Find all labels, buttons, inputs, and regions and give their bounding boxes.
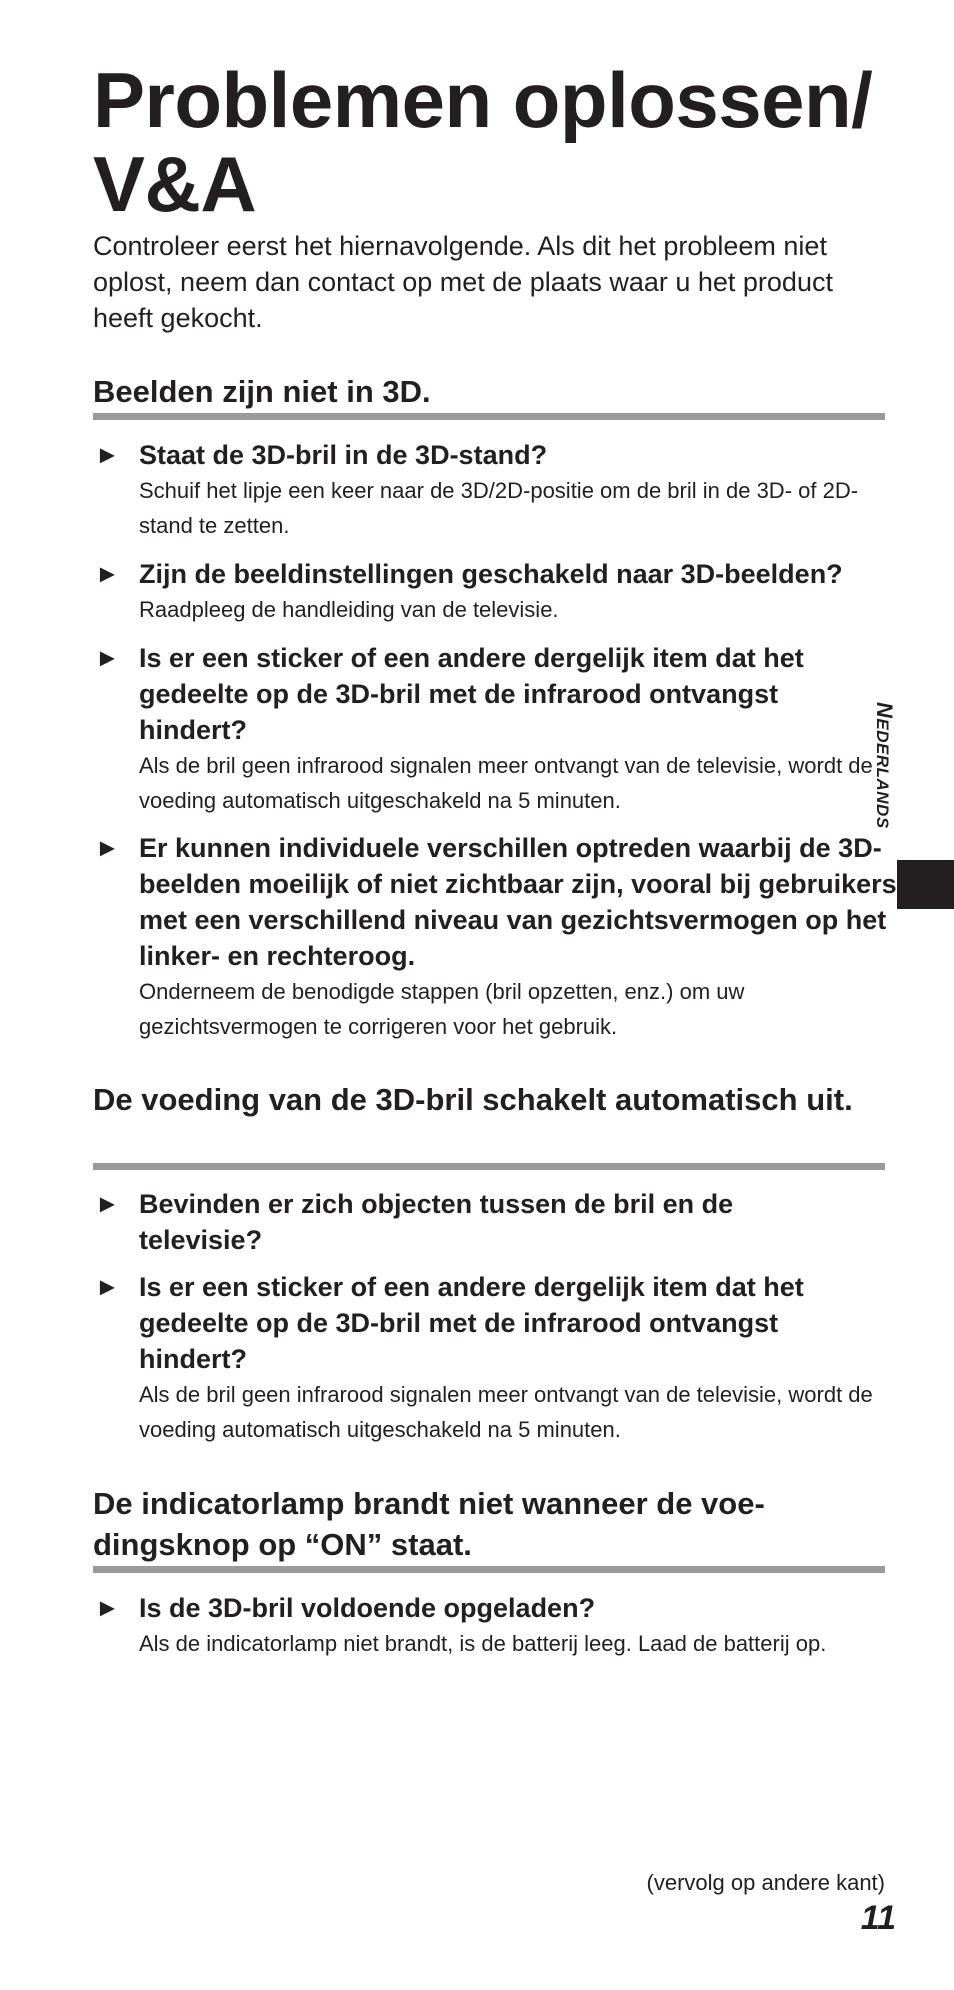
list-item — [93, 1590, 893, 1661]
bullet-arrow-icon: ► — [95, 644, 120, 672]
item-answer: Als de bril geen infrarood signalen meer ontvangt van de televisie, wordt de voeding automatisch uitgeschakeld na 5 minuten. — [139, 1382, 873, 1442]
item-question: Bevinden er zich objecten tussen de bril en de televisie? — [139, 1189, 734, 1255]
page-number: 11 — [860, 1899, 896, 1937]
list-item — [93, 556, 893, 627]
intro-text: Controleer eerst het hiernavolgende. Als dit het probleem niet oplost, neem dan contact op met de plaats waar u het product heeft gekocht. — [93, 231, 833, 333]
section-divider — [93, 413, 885, 420]
bullet-arrow-icon: ► — [95, 1594, 120, 1622]
bullet-arrow-icon: ► — [95, 1273, 120, 1301]
language-tab-rest: EDERLANDS — [873, 718, 892, 829]
item-answer: Als de indicatorlamp niet brandt, is de batterij leeg. Laad de batterij op. — [139, 1631, 827, 1656]
item-answer: Schuif het lipje een keer naar de 3D/2D-positie om de bril in de 3D- of 2D-stand te zetten. — [139, 478, 859, 538]
section-heading: De indicatorlamp brandt niet wanneer de voedingsknop op “ON” staat. — [93, 1486, 765, 1562]
bullet-arrow-icon: ► — [95, 441, 120, 469]
section-heading: De voeding van de 3D-bril schakelt automatisch uit. — [93, 1082, 853, 1117]
section-divider — [93, 1163, 885, 1170]
list-item — [93, 437, 893, 543]
language-tab-label — [871, 702, 897, 829]
item-answer: Raadpleeg de handleiding van de televisie. — [139, 597, 559, 622]
continued-note: (vervolg op andere kant) — [646, 1870, 885, 1895]
list-item — [93, 640, 893, 818]
item-answer: Onderneem de benodigde stappen (bril opzetten, enz.) om uw gezichtsvermogen te corrigeren voor het gebruik. — [139, 979, 745, 1039]
item-question: Zijn de beeldinstellingen geschakeld naar 3D-beelden? — [139, 559, 843, 589]
language-tab-initial: N — [872, 702, 897, 719]
item-question: Is de 3D-bril voldoende opgeladen? — [139, 1593, 596, 1623]
item-question: Staat de 3D-bril in de 3D-stand? — [139, 440, 548, 470]
list-item — [93, 830, 897, 1044]
section-heading: Beelden zijn niet in 3D. — [93, 374, 431, 409]
item-question: Is er een sticker of een andere dergelijk item dat het gedeelte op de 3D-bril met de infrarood ontvangst hindert? — [139, 1272, 804, 1374]
language-tab-marker — [897, 860, 954, 909]
item-answer: Als de bril geen infrarood signalen meer ontvangt van de televisie, wordt de voeding automatisch uitgeschakeld na 5 minuten. — [139, 753, 873, 813]
item-question: Is er een sticker of een andere dergelijk item dat het gedeelte op de 3D-bril met de infrarood ontvangst hindert? — [139, 643, 804, 745]
list-item — [93, 1186, 893, 1258]
list-item — [93, 1269, 893, 1447]
bullet-arrow-icon: ► — [95, 560, 120, 588]
item-question: Er kunnen individuele verschillen optreden waarbij de 3D-beelden moeilijk of niet zichtbaar zijn, vooral bij gebruikers met een verschillend niveau van gezichtsvermogen op het linker- en rechteroog. — [139, 833, 897, 971]
section-divider — [93, 1566, 885, 1573]
page-title: Problemen oplossen/ V&A — [93, 56, 873, 228]
bullet-arrow-icon: ► — [95, 834, 120, 862]
bullet-arrow-icon: ► — [95, 1190, 120, 1218]
